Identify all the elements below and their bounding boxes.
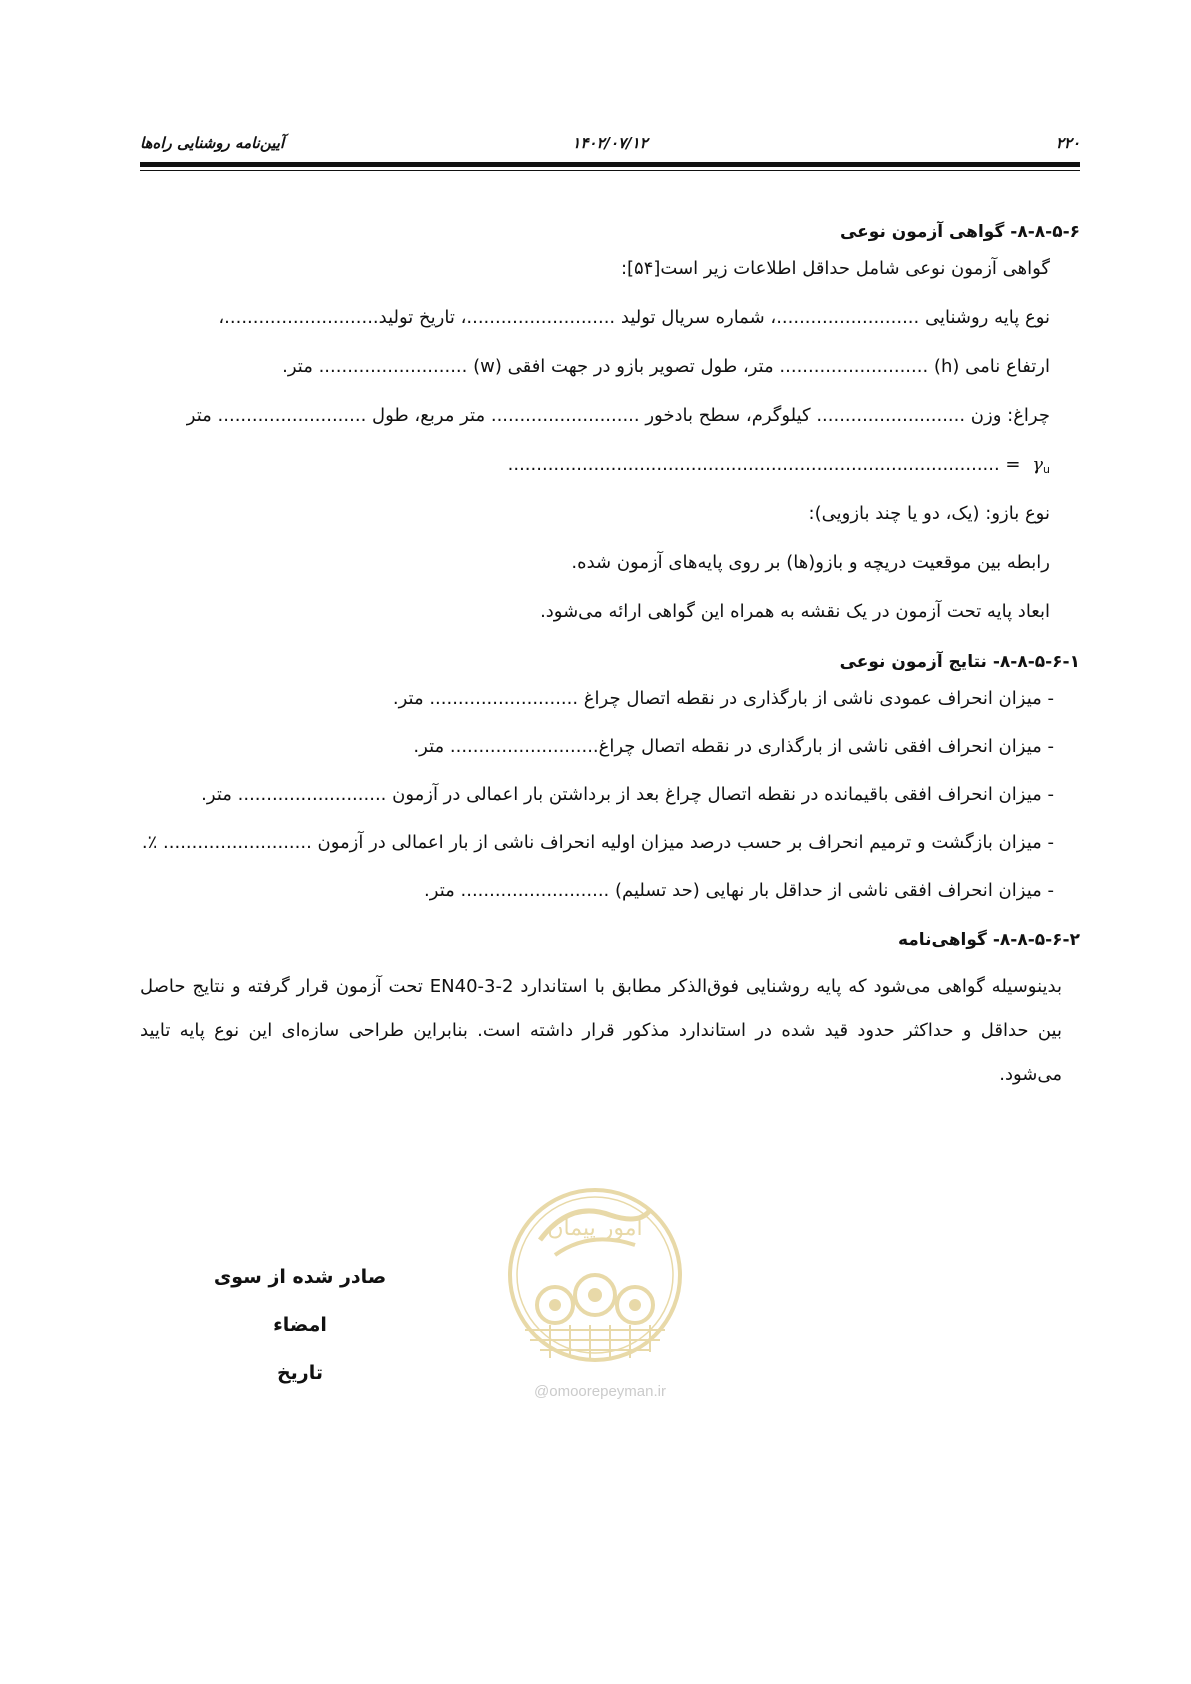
watermark-url: @omoorepeyman.ir xyxy=(534,1383,666,1400)
result-item: - میزان انحراف افقی ناشی از بارگذاری در نقطه اتصال چراغ.......................... متر. xyxy=(413,736,1054,757)
lamp-line: چراغ: وزن .......................... کیلوگرم، سطح بادخور .......................... متر مربع، طول .......................... متر xyxy=(186,405,1050,426)
result-item: - میزان انحراف افقی باقیمانده در نقطه اتصال چراغ بعد از برداشتن بار اعمالی در آزمون .......................... متر. xyxy=(201,784,1054,805)
pole-type-line: نوع پایه روشنایی .........................، شماره سریال تولید ..........................، تاریخ تولید...........................، xyxy=(218,307,1050,328)
arm-type-line: نوع بازو: (یک، دو یا چند بازویی): xyxy=(808,503,1050,524)
signature-block xyxy=(195,1262,405,1406)
dimensions-line: ابعاد پایه تحت آزمون در یک نقشه به همراه این گواهی ارائه می‌شود. xyxy=(540,601,1050,622)
relation-line: رابطه بین موقعیت دریچه و بازو(ها) بر روی پایه‌های آزمون شده. xyxy=(571,552,1050,573)
page-number: ۲۲۰ xyxy=(1055,134,1080,152)
page-header xyxy=(140,128,1080,158)
running-title: آیین‌نامه روشنایی راه‌ها xyxy=(140,134,285,152)
height-line: ارتفاع نامی (h) .......................... متر، طول تصویر بازو در جهت افقی (w) .......................... متر. xyxy=(282,356,1050,377)
header-date: ۱۴۰۲/۰۷/۱۲ xyxy=(572,134,648,152)
gamma-blank: = ...................................................................................... xyxy=(507,454,1021,475)
result-item: - میزان انحراف افقی ناشی از حداقل بار نهایی (حد تسلیم) .......................... متر. xyxy=(424,880,1054,901)
gamma-line xyxy=(140,453,1080,477)
result-item: - میزان انحراف عمودی ناشی از بارگذاری در نقطه اتصال چراغ .......................... متر. xyxy=(392,688,1054,709)
section-heading-results: ۸-۸-۵-۶-۱- نتایج آزمون نوعی xyxy=(839,652,1080,672)
watermark-seal-icon xyxy=(500,1180,690,1380)
date-label: تاریخ xyxy=(276,1362,324,1384)
header-rule-thick xyxy=(140,162,1080,167)
watermark-logo-text: امور پیمان xyxy=(547,1216,643,1241)
section-heading-certificate: ۸-۸-۵-۶-۲- گواهی‌نامه xyxy=(897,930,1080,950)
result-item: - میزان بازگشت و ترمیم انحراف بر حسب درصد میزان اولیه انحراف ناشی از بار اعمالی در آزمون .......................... ٪. xyxy=(141,832,1054,853)
main-content xyxy=(140,205,1080,1097)
issued-by-label: صادر شده از سوی xyxy=(213,1266,387,1288)
certificate-body: بدینوسیله گواهی می‌شود که پایه روشنایی فوق‌الذکر مطابق با استاندارد EN40-3-2 تحت آزمون قرار گرفته و نتایج حاصل بین حداقل و حداکثر حدود قید شده در استاندارد مذکور قرار داشته است. بنابراین طراحی سازه‌ای این نوع پایه تایید می‌شود. xyxy=(140,976,1063,1085)
intro-line: گواهی آزمون نوعی شامل حداقل اطلاعات زیر است[۵۴]: xyxy=(620,258,1050,279)
header-rule-thin xyxy=(140,170,1080,171)
section-heading-type-test: ۸-۸-۵-۶- گواهی آزمون نوعی xyxy=(839,222,1080,242)
signature-label: امضاء xyxy=(273,1314,327,1336)
gamma-symbol: γ xyxy=(1032,454,1044,475)
gamma-subscript: u xyxy=(1043,463,1050,476)
